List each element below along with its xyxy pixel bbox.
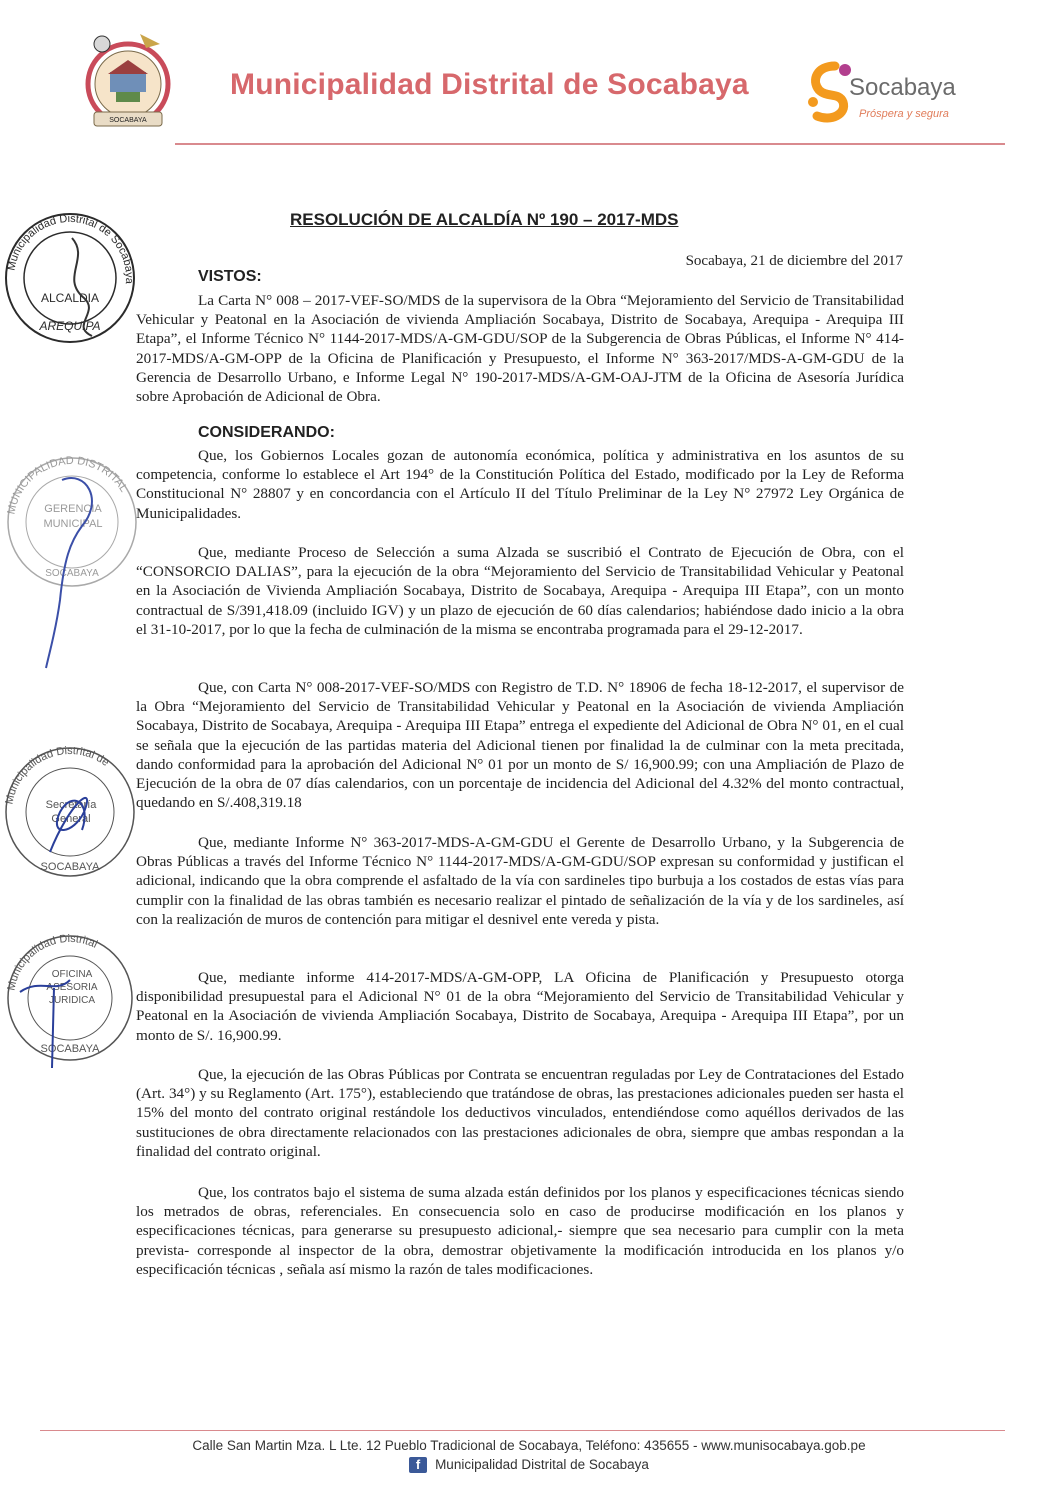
asesoria-stamp-center: OFICINA ASESORIA JURIDICA xyxy=(46,969,98,1006)
considerando-paragraph-2: Que, mediante Proceso de Selección a suma Alzada se suscribió el Contrato de Ejecución de Obra, con el “CONSORCIO DALIAS”, para la ejecución de la obra “Mejoramiento del Servicio de Transitabilidad Vehicular y Peatonal en la Asociación de Vivienda Ampliación Socabaya, Distrito de Socabaya, Arequipa - Arequipa III Etapa”, con un monto contractual de S/391,418.09 (incluido IGV) y un plazo de ejecución de 60 días calendarios; habiéndose dado inicio a la obra el 31-10-2017, por lo que la fecha de culminación de la misma se encontraba programada para el 29-12-2017. xyxy=(136,544,904,638)
considerando-paragraph-7: Que, los contratos bajo el sistema de suma alzada están definidos por los planos y especificaciones técnicas siendo los metrados de obras, referenciales. En consecuencia solo en caso de producirse modificación en los planos y especificaciones técnicas, para generarse su presupuesto adicional,- siempre que sea necesario para cumplir con la meta prevista- corresponde al inspector de la obra, demostrar objetivamente la modificación introducida en los planos y/o especificación técnicas , señala así mismo la razón de tales modificaciones. xyxy=(136,1184,904,1278)
facebook-icon: f xyxy=(409,1457,427,1473)
resolution-title: RESOLUCIÓN DE ALCALDÍA Nº 190 – 2017-MDS xyxy=(290,210,679,229)
considerando-paragraph-3: Que, con Carta N° 008-2017-VEF-SO/MDS con Registro de T.D. N° 18906 de fecha 18-12-2017, el supervisor de la Obra “Mejoramiento del Servicio de Transitabilidad Vehicular y Peatonal en la Asociación de vivienda Ampliación Socabaya, Distrito de Socabaya, Arequipa - Arequipa III Etapa” entrega el expediente del Adicional de Obra N° 01, en el cual se señala que la ejecución de las partidas materia del Adicional tienen por finalidad la de culminar con la meta precitada, dando conformidad para la aprobación del Adicional N° 01 por un monto de S/ 16,900.99; con una Ampliación de Plazo de Ejecución de la obra de 07 días calendarios, con un porcentaje de incidencia del Adicional del 4.32% del monto contractual, quedando en S/.408,319.18 xyxy=(136,679,904,812)
considerando-paragraph-4: Que, mediante Informe N° 363-2017-MDS-A-GM-GDU el Gerente de Desarrollo Urbano, y la Subgerencia de Obras Públicas a través del Informe Técnico N° 1144-2017-MDS/A-GM-GDU/SOP expresan su conformidad y justifican el adicional, indicando que la obra comprende el asfaltado de la vía con sardineles tipo burbuja a los costados de estas vías para cumplir con la finalidad de las obras también es necesario realizar el pintado de señalización de la vía y de los sardineles, así con la realización de muros de contención para mitigar el desnivel ente vereda y pista. xyxy=(136,834,904,928)
alcaldia-stamp xyxy=(0,208,140,353)
secretaria-stamp-ring: Municipalidad Distrital de xyxy=(3,744,112,806)
footer-address: Calle San Martin Mza. L Lte. 12 Pueblo Tradicional de Socabaya, Teléfono: 435655 - www.munisocabaya.gob.pe xyxy=(192,1438,866,1453)
header-divider xyxy=(175,143,1005,145)
asesoria-juridica-stamp xyxy=(0,928,150,1083)
considerando-paragraph-6: Que, la ejecución de las Obras Públicas por Contrata se encuentran reguladas por Ley de Contrataciones del Estado (Art. 34°) y su Reglamento (Art. 175°), estableciendo que tratándose de obras, las prestaciones adicionales pueden ser hasta el 15% del monto del contrato original restándole los deductivos vinculados, entendiéndose como aquéllos derivados de las sustituciones de obra directamente relacionados con las prestaciones adicionales de obra, siempre que ambas respondan a la finalidad del contrato original. xyxy=(136,1066,904,1160)
socabaya-brand-logo xyxy=(805,58,980,128)
considerando-paragraph-1: Que, los Gobiernos Locales gozan de autonomía económica, política y administrativa en los asuntos de su competencia, conforme lo establece el Art 194° de la Constitución Política del Estado, modificado por la Ley de Reforma Constitucional N° 28807 y en concordancia con el Artículo II del Título Preliminar de la Ley N° 27972 Ley Orgánica de Municipalidades. xyxy=(136,447,904,522)
resolution-date: Socabaya, 21 de diciembre del 2017 xyxy=(685,253,903,269)
footer-divider xyxy=(40,1430,1005,1431)
vistos-heading: VISTOS: xyxy=(198,268,262,285)
brand-slogan: Próspera y segura xyxy=(859,108,949,120)
footer-facebook-name: Municipalidad Distrital de Socabaya xyxy=(435,1457,649,1472)
gerencia-municipal-stamp xyxy=(0,450,150,695)
secretaria-stamp-bottom: SOCABAYA xyxy=(40,861,100,873)
vistos-paragraph: La Carta N° 008 – 2017-VEF-SO/MDS de la supervisora de la Obra “Mejoramiento del Servicio de Transitabilidad Vehicular y Peatonal en la Asociación de vivienda Ampliación Socabaya, Distrito de Socabaya, Arequipa - Arequipa III Etapa”, el Informe Técnico N° 1144-2017-MDS/A-GM-GDU/SOP de la Subgerencia de Obras Públicas, el Informe N° 414-2017-MDS/A-GM-OPP de la Oficina de Planificación y Presupuesto, el Informe N° 363-2017/MDS-A-GM-GDU de la Gerencia de Desarrollo Urbano, e Informe Legal N° 190-2017-MDS/A-GM-OAJ-JTM de la Oficina de Asesoría Jurídica sobre Aprobación de Adicional de Obra. xyxy=(136,292,904,406)
gerencia-stamp-bottom: SOCABAYA xyxy=(45,568,99,579)
alcaldia-stamp-center: ALCALDIA xyxy=(40,291,100,305)
secretaria-stamp-center: Secretaría General xyxy=(45,799,97,825)
crest-label: SOCABAYA xyxy=(109,117,147,124)
gerencia-stamp-ring: MUNICIPALIDAD DISTRITAL xyxy=(5,454,130,516)
organization-title: Municipalidad Distrital de Socabaya xyxy=(230,68,749,101)
asesoria-stamp-ring: Municipalidad Distrital xyxy=(5,932,100,992)
secretaria-general-stamp xyxy=(0,742,150,897)
asesoria-stamp-bottom: SOCABAYA xyxy=(40,1043,100,1055)
footer-social xyxy=(0,1457,1058,1473)
gerencia-stamp-center: GERENCIA MUNICIPAL xyxy=(43,503,103,530)
brand-wordmark: Socabaya xyxy=(849,74,956,101)
alcaldia-stamp-bottom: AREQUIPA xyxy=(39,319,101,333)
svg-text:Municipalidad Distrital de xyxy=(3,745,111,805)
municipal-crest-logo xyxy=(80,28,176,136)
alcaldia-stamp-ring: Municipalidad Distrital de Socabaya xyxy=(5,212,136,285)
considerando-paragraph-5: Que, mediante informe 414-2017-MDS/A-GM-OPP, LA Oficina de Planificación y Presupuesto otorga disponibilidad presupuestal para el Adicional N° 01 de la obra “Mejoramiento del Servicio de Transitabilidad Vehicular y Peatonal en la Asociación de vivienda Ampliación Socabaya, Distrito de Socabaya, Arequipa - Arequipa III Etapa”, por un monto de S/. 16,900.99. xyxy=(136,969,904,1044)
considerando-heading: CONSIDERANDO: xyxy=(198,424,335,441)
